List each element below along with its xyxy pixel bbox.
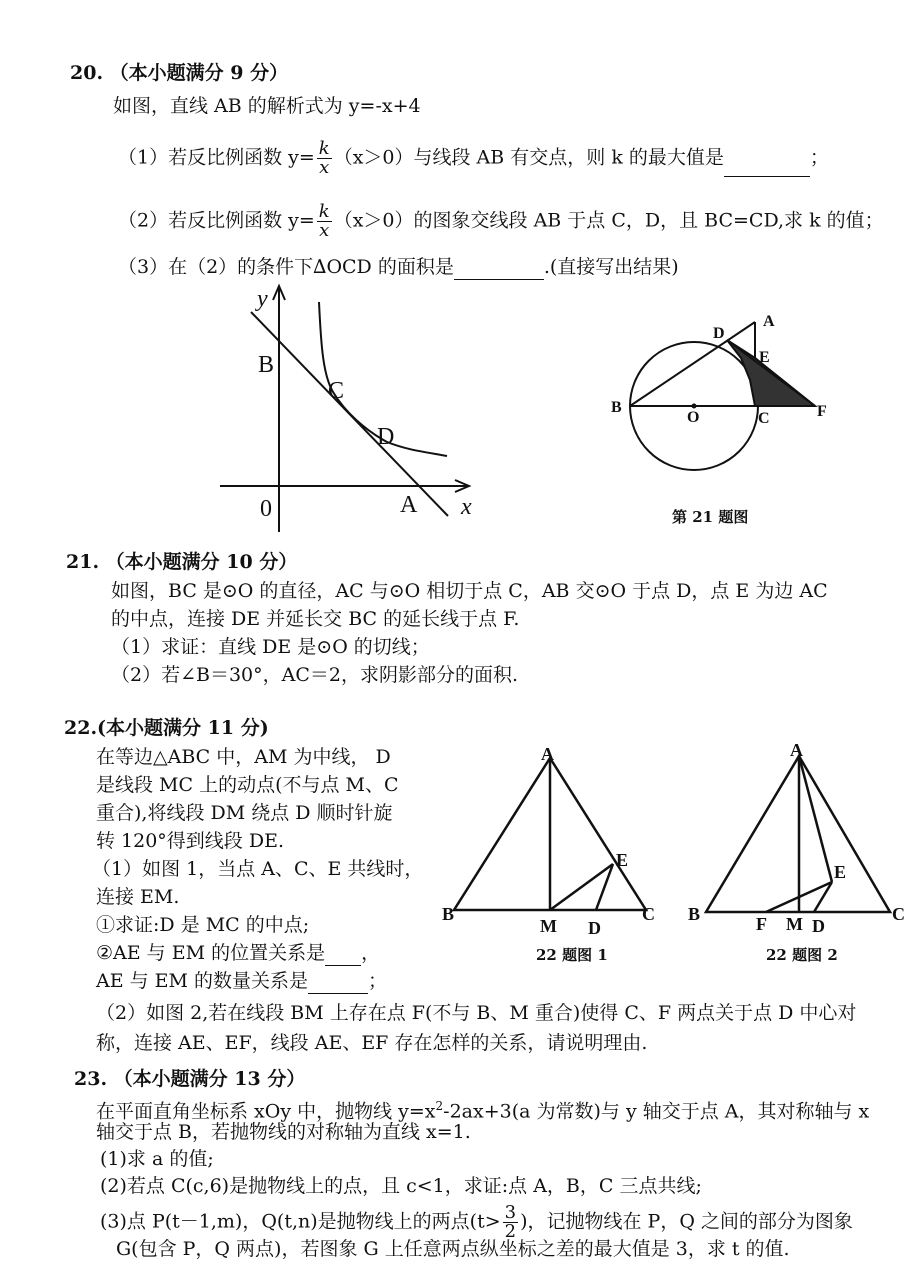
- fig22-2-caption: 22 题图 2: [766, 946, 838, 964]
- label-d: D: [812, 916, 825, 936]
- q23-line1-text-a: 在平面直角坐标系 xOy 中，抛物线 y=x: [96, 1100, 436, 1123]
- q21-title: 21. （本小题满分 10 分）: [66, 551, 298, 573]
- q20-part3-text-b: .(直接写出结果): [543, 256, 679, 278]
- q22-line9: [96, 968, 387, 994]
- fig22-1-diagram: [440, 738, 670, 938]
- label-o: O: [687, 409, 700, 426]
- q21-line2: 的中点，连接 DE 并延长交 BC 的延长线于点 F.: [111, 608, 520, 630]
- q20-part2-text-b: （x＞0）的图象交线段 AB 于点 C，D，且 BC=CD,求 k 的值；: [333, 209, 884, 232]
- q20-part1-text-a: （1）若反比例函数 y=: [118, 146, 315, 169]
- q22-line: ①求证:D 是 MC 的中点;: [96, 914, 310, 936]
- q22-line: （1）如图 1，当点 A、C、E 共线时，: [92, 858, 424, 880]
- label-a: A: [400, 492, 418, 518]
- q20-title: 20. （本小题满分 9 分）: [70, 62, 289, 84]
- q22-line8: [96, 940, 380, 966]
- q20-part3-text-a: （3）在（2）的条件下∆OCD 的面积是: [118, 256, 454, 278]
- q23-line5-text-a: (3)点 P(t－1,m)，Q(t,n)是抛物线上的两点(t>: [100, 1210, 501, 1233]
- q21-line1: 如图，BC 是⊙O 的直径，AC 与⊙O 相切于点 C，AB 交⊙O 于点 D，点 E 为边 AC: [111, 580, 828, 602]
- q22-line8-end: ，: [361, 942, 381, 964]
- label-b: B: [611, 399, 622, 416]
- label-b: B: [442, 904, 455, 924]
- label-e: E: [834, 862, 847, 882]
- fraction-denominator: 2: [504, 1221, 517, 1242]
- fraction-k-over-x: [317, 203, 332, 240]
- q23-line5-text-b: )，记抛物线在 P，Q 之间的部分为图象: [520, 1210, 853, 1233]
- fraction-denominator: x: [319, 220, 330, 241]
- q22-title: 22.(本小题满分 11 分): [64, 717, 269, 739]
- q23-line1-text-b: -2ax+3(a 为常数)与 y 轴交于点 A，其对称轴与 x: [443, 1100, 870, 1123]
- label-c: C: [328, 378, 345, 404]
- q23-line4: (2)若点 C(c,6)是抛物线上的点，且 c<1，求证:点 A，B，C 三点共线;: [100, 1175, 702, 1197]
- fraction-k-over-x: [317, 140, 332, 177]
- label-d: D: [588, 918, 601, 938]
- fraction-denominator: x: [319, 157, 330, 178]
- q20-part1-end: ；: [809, 146, 829, 169]
- q20-part1-text-b: （x＞0）与线段 AB 有交点，则 k 的最大值是: [333, 146, 724, 169]
- label-f: F: [756, 914, 767, 934]
- fraction-numerator: k: [318, 201, 330, 222]
- line-ba: [630, 322, 755, 406]
- label-m: M: [786, 914, 803, 934]
- q20-part2: [118, 203, 884, 240]
- q20-intro: 如图，直线 AB 的解析式为 y=-x+4: [113, 95, 421, 117]
- q23-title: 23. （本小题满分 13 分）: [74, 1068, 306, 1090]
- label-e: E: [616, 850, 629, 870]
- fraction-numerator: 3: [504, 1202, 517, 1223]
- q23-line2: 轴交于点 B，若抛物线的对称轴为直线 x=1.: [96, 1121, 471, 1143]
- q20-part2-text-a: （2）若反比例函数 y=: [118, 209, 315, 232]
- q22-part2-line1: （2）如图 2,若在线段 BM 上存在点 F(不与 B、M 重合)使得 C、F 两点关于点 D 中心对: [96, 1002, 857, 1024]
- label-c: C: [642, 904, 655, 924]
- q20-part1: [118, 140, 829, 177]
- label-d: D: [713, 325, 725, 342]
- q22-line: 在等边△ABC 中，AM 为中线， D: [96, 746, 391, 768]
- label-c: C: [892, 904, 905, 924]
- q22-line: 连接 EM.: [96, 886, 180, 908]
- label-e: E: [759, 349, 770, 366]
- q22-line: 转 120°得到线段 DE.: [96, 830, 284, 852]
- q23-line3: (1)求 a 的值;: [100, 1148, 214, 1170]
- q22-line9-text: AE 与 EM 的数量关系是: [96, 970, 309, 992]
- fraction-numerator: k: [318, 138, 330, 159]
- q21-line4: （2）若∠B＝30°，AC＝2，求阴影部分的面积.: [111, 664, 519, 686]
- q22-line8-text: ②AE 与 EM 的位置关系是: [96, 942, 326, 964]
- q22-part2-line2: 称，连接 AE、EF，线段 AE、EF 存在怎样的关系，请说明理由.: [96, 1032, 648, 1054]
- label-a: A: [763, 313, 775, 330]
- label-m: M: [540, 916, 557, 936]
- line-ae: [799, 756, 832, 882]
- label-b: B: [688, 904, 701, 924]
- fig21-caption: 第 21 题图: [672, 508, 749, 526]
- label-a: A: [790, 740, 803, 760]
- answer-blank[interactable]: [454, 259, 544, 280]
- q22-line9-end: ；: [368, 970, 388, 992]
- q21-line3: （1）求证：直线 DE 是⊙O 的切线；: [111, 636, 430, 658]
- label-a: A: [541, 744, 554, 764]
- answer-blank[interactable]: [308, 973, 368, 994]
- q20-graph: [215, 280, 485, 540]
- label-b: B: [258, 352, 275, 378]
- answer-blank[interactable]: [325, 945, 361, 966]
- label-c: C: [758, 410, 770, 427]
- label-o: 0: [260, 496, 272, 522]
- q22-line: 重合),将线段 DM 绕点 D 顺时针旋: [96, 802, 393, 824]
- center-dot: [692, 404, 697, 409]
- q22-line: 是线段 MC 上的动点(不与点 M、C: [96, 774, 399, 796]
- fig22-2-diagram: [686, 732, 916, 936]
- label-x: x: [461, 494, 472, 520]
- label-d: D: [377, 424, 395, 450]
- label-f: F: [817, 403, 827, 420]
- answer-blank[interactable]: [724, 156, 810, 177]
- q20-part3: [118, 254, 679, 280]
- q23-exponent: 2: [435, 1099, 444, 1113]
- label-y: y: [257, 286, 268, 312]
- fig21-diagram: [605, 300, 845, 500]
- q23-line6: G(包含 P，Q 两点)，若图象 G 上任意两点纵坐标之差的最大值是 3，求 t 的值.: [116, 1238, 790, 1260]
- fig22-1-caption: 22 题图 1: [536, 946, 608, 964]
